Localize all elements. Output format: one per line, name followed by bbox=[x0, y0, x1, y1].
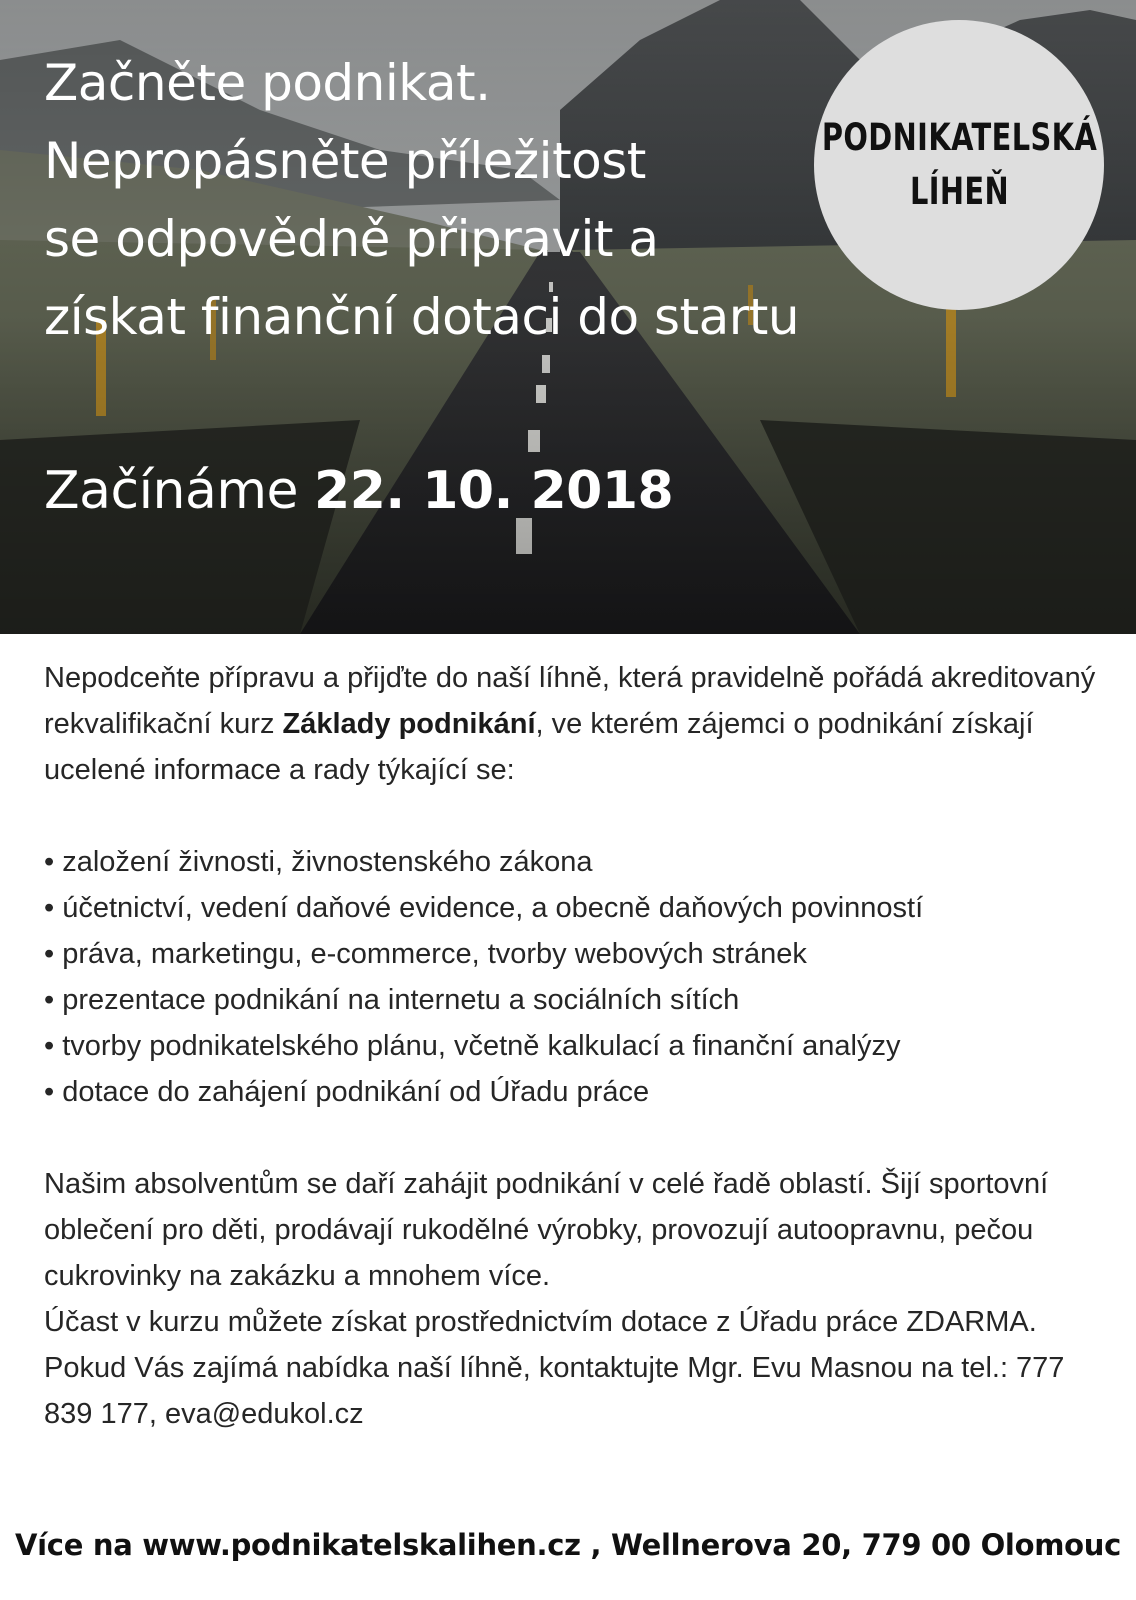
brand-badge bbox=[814, 20, 1104, 310]
list-item: • tvorby podnikatelského plánu, včetně kalkulací a finanční analýzy bbox=[44, 1030, 901, 1062]
body-content bbox=[44, 655, 1114, 1437]
badge-line-2: LÍHEŇ bbox=[909, 170, 1009, 213]
start-prefix: Začínáme bbox=[44, 461, 298, 521]
list-item: • účetnictví, vedení daňové evidence, a obecně daňových povinností bbox=[44, 892, 924, 924]
start-date: 22. 10. 2018 bbox=[314, 461, 674, 521]
contact-paragraph: Účast v kurzu můžete získat prostřednictvím dotace z Úřadu práce ZDARMA. Pokud Vás zajímá nabídka naší líhně, kontaktujte Mgr. Evu Masnou na tel.: 777 839 177, eva@edukol.cz bbox=[44, 1306, 1065, 1430]
headline-line-4: získat finanční dotaci do startu bbox=[44, 288, 800, 346]
list-item: • prezentace podnikání na internetu a sociálních sítích bbox=[44, 984, 740, 1016]
list-item: • dotace do zahájení podnikání od Úřadu práce bbox=[44, 1076, 650, 1108]
start-date-line bbox=[44, 456, 673, 526]
headline-line-3: se odpovědně připravit a bbox=[44, 210, 659, 268]
intro-text-1: Nepodceňte přípravu a přijďte do naší líhně, která pravidelně pořádá akreditovaný rekvalifikační kurz bbox=[44, 662, 1096, 740]
headline bbox=[44, 44, 799, 356]
headline-line-2: Nepropásněte příležitost bbox=[44, 132, 646, 190]
hero-banner bbox=[0, 0, 1136, 634]
badge-text bbox=[821, 111, 1096, 219]
intro-paragraph bbox=[44, 655, 1114, 793]
topic-list bbox=[44, 839, 1114, 1115]
headline-line-1: Začněte podnikat. bbox=[44, 54, 491, 112]
course-name: Základy podnikání bbox=[282, 708, 536, 740]
badge-line-1: PODNIKATELSKÁ bbox=[821, 116, 1097, 159]
graduates-paragraph: Našim absolventům se daří zahájit podnikání v celé řadě oblastí. Šijí sportovní oblečení pro děti, prodávají rukodělné výrobky, provozují autoopravnu, pečou cukrovinky na zakázku a mnohem více. bbox=[44, 1168, 1049, 1292]
list-item: • založení živnosti, živnostenského zákona bbox=[44, 846, 593, 878]
footer-info: Více na www.podnikatelskalihen.cz , Wellnerova 20, 779 00 Olomouc bbox=[15, 1528, 1121, 1562]
intro-text-2: , ve kterém zájemci o podnikání získají ucelené informace a rady týkající se: bbox=[44, 708, 1034, 786]
list-item: • práva, marketingu, e-commerce, tvorby webových stránek bbox=[44, 938, 807, 970]
